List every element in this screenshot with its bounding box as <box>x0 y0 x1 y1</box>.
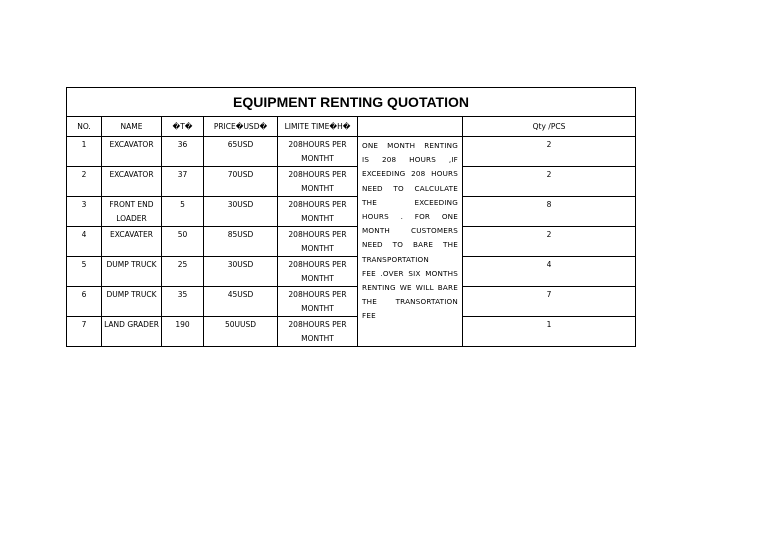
quotation-table <box>66 87 636 347</box>
cell-name: LAND GRADER <box>102 317 162 347</box>
cell-no: 1 <box>67 137 102 167</box>
header-qty: Qty /PCS <box>463 117 636 137</box>
cell-qty: 4 <box>463 257 636 287</box>
note-line: NEED TO BARE THE <box>362 240 458 250</box>
cell-limit: 208HOURS PER MONTHT <box>278 257 358 287</box>
cell-t: 50 <box>162 227 204 257</box>
cell-qty: 2 <box>463 227 636 257</box>
header-row <box>67 117 636 137</box>
header-t: �T� <box>162 117 204 137</box>
note-cell <box>358 137 463 347</box>
note-line: FEE .OVER SIX MONTHS <box>362 268 458 278</box>
cell-price: 70USD <box>204 167 278 197</box>
header-price: PRICE�USD� <box>204 117 278 137</box>
cell-price: 65USD <box>204 137 278 167</box>
table-row <box>67 257 636 287</box>
cell-limit: 208HOURS PER MONTHT <box>278 317 358 347</box>
cell-price: 45USD <box>204 287 278 317</box>
note-line: RENTING WE WILL BARE <box>362 283 458 293</box>
cell-limit: 208HOURS PER MONTHT <box>278 137 358 167</box>
cell-no: 4 <box>67 227 102 257</box>
table-row <box>67 287 636 317</box>
cell-price: 85USD <box>204 227 278 257</box>
table-title: EQUIPMENT RENTING QUOTATION <box>67 88 636 117</box>
cell-t: 25 <box>162 257 204 287</box>
cell-t: 36 <box>162 137 204 167</box>
cell-no: 7 <box>67 317 102 347</box>
cell-name: DUMP TRUCK <box>102 287 162 317</box>
cell-no: 2 <box>67 167 102 197</box>
header-no: NO. <box>67 117 102 137</box>
cell-name: EXCAVATOR <box>102 137 162 167</box>
cell-no: 3 <box>67 197 102 227</box>
note-line: IS 208 HOURS ,IF <box>362 155 458 165</box>
note-line: THE TRANSORTATION <box>362 297 458 307</box>
table-row <box>67 197 636 227</box>
cell-qty: 2 <box>463 167 636 197</box>
note-line: HOURS . FOR ONE <box>362 212 458 222</box>
cell-limit: 208HOURS PER MONTHT <box>278 167 358 197</box>
cell-price: 30USD <box>204 197 278 227</box>
note-line: FEE <box>362 311 376 321</box>
cell-t: 35 <box>162 287 204 317</box>
header-note <box>358 117 463 137</box>
cell-qty: 8 <box>463 197 636 227</box>
table-row <box>67 317 636 347</box>
cell-limit: 208HOURS PER MONTHT <box>278 287 358 317</box>
note-line: ONE MONTH RENTING <box>362 141 458 150</box>
cell-t: 5 <box>162 197 204 227</box>
table-row <box>67 227 636 257</box>
cell-name: DUMP TRUCK <box>102 257 162 287</box>
cell-no: 6 <box>67 287 102 317</box>
cell-price: 30USD <box>204 257 278 287</box>
note-line: NEED TO CALCULATE <box>362 183 458 193</box>
table-row <box>67 167 636 197</box>
cell-t: 190 <box>162 317 204 347</box>
cell-t: 37 <box>162 167 204 197</box>
note-line: THE EXCEEDING <box>362 197 458 207</box>
cell-name: EXCAVATER <box>102 227 162 257</box>
cell-name: FRONT END LOADER <box>102 197 162 227</box>
cell-no: 5 <box>67 257 102 287</box>
note-line: TRANSPORTATION <box>362 254 429 264</box>
table-row <box>67 137 636 167</box>
header-limit: LIMITE TIME�H� <box>278 117 358 137</box>
header-name: NAME <box>102 117 162 137</box>
cell-qty: 7 <box>463 287 636 317</box>
note-line: MONTH CUSTOMERS <box>362 226 458 236</box>
cell-limit: 208HOURS PER MONTHT <box>278 227 358 257</box>
cell-qty: 1 <box>463 317 636 347</box>
cell-name: EXCAVATOR <box>102 167 162 197</box>
cell-qty: 2 <box>463 137 636 167</box>
note-line: EXCEEDING 208 HOURS <box>362 169 458 179</box>
cell-limit: 208HOURS PER MONTHT <box>278 197 358 227</box>
cell-price: 50UUSD <box>204 317 278 347</box>
